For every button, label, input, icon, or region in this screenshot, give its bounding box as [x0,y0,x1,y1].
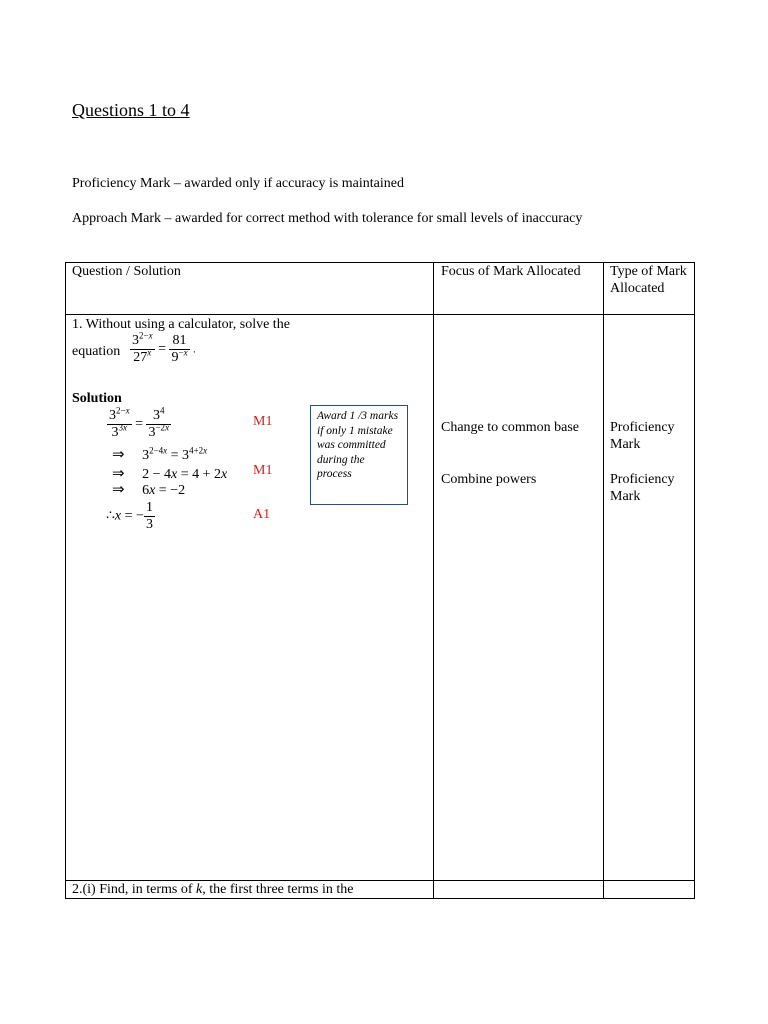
table-column-divider [433,262,434,899]
focus-change-base: Change to common base [441,420,580,435]
implies-arrow: ⇒ [112,466,125,482]
q2-prompt-suffix: , the first three terms in the [202,882,354,897]
table-border-left [65,262,66,899]
header-focus-of-mark: Focus of Mark Allocated [441,264,581,279]
header-type-of-mark: Type of Mark Allocated [610,264,687,296]
approach-mark-description: Approach Mark – awarded for correct method with tolerance for small levels of inaccuracy [72,211,583,226]
header-question-solution: Question / Solution [72,264,181,279]
solution-answer: ∴x = − $\frac{1}{3}$ [106,500,153,532]
solution-step-4: ⇒ 6x = −2 [112,482,186,498]
table-border-right [694,262,695,899]
type-proficiency-1: Proficiency Mark [610,420,675,452]
type-proficiency-2: Proficiency Mark [610,472,675,504]
q1-prompt-line1: 1. Without using a calculator, solve the [72,317,290,332]
implies-arrow: ⇒ [112,482,125,498]
award-note-box: Award 1 /3 marks if only 1 mistake was committed during the process [310,405,408,505]
solution-step-3: ⇒ 2 − 4x = 4 + 2x [112,466,228,482]
q1-equation: $\frac{3^{2-x}}{27^x}$ = $\frac{81}{9^{-x}}$ . [132,330,196,365]
solution-step-2: ⇒ $3^{2-4x} = 3^{4+2x}$ [112,445,208,463]
table-header-divider [65,314,695,315]
mark-m1-second: M1 [253,463,273,478]
proficiency-mark-description: Proficiency Mark – awarded only if accuracy is maintained [72,176,404,191]
q2-prompt-variable: k [196,882,203,897]
implies-arrow: ⇒ [112,447,125,463]
solution-step-1: $\frac{3^{2-x}}{3^{3x}}$ = $\frac{3^4}{3^{-2x}}$ [109,405,170,440]
mark-m1-first: M1 [253,414,273,429]
q1-prompt-line2: equation [72,344,121,359]
page-heading: Questions 1 to 4 [72,100,190,120]
q2-prompt-partial [72,881,354,898]
table-column-divider [603,262,604,899]
solution-label: Solution [72,391,122,406]
focus-combine-powers: Combine powers [441,472,537,487]
mark-a1: A1 [253,507,271,522]
q2-prompt-prefix: 2.(i) Find, in terms of [72,882,197,897]
table-border-bottom [65,898,695,899]
